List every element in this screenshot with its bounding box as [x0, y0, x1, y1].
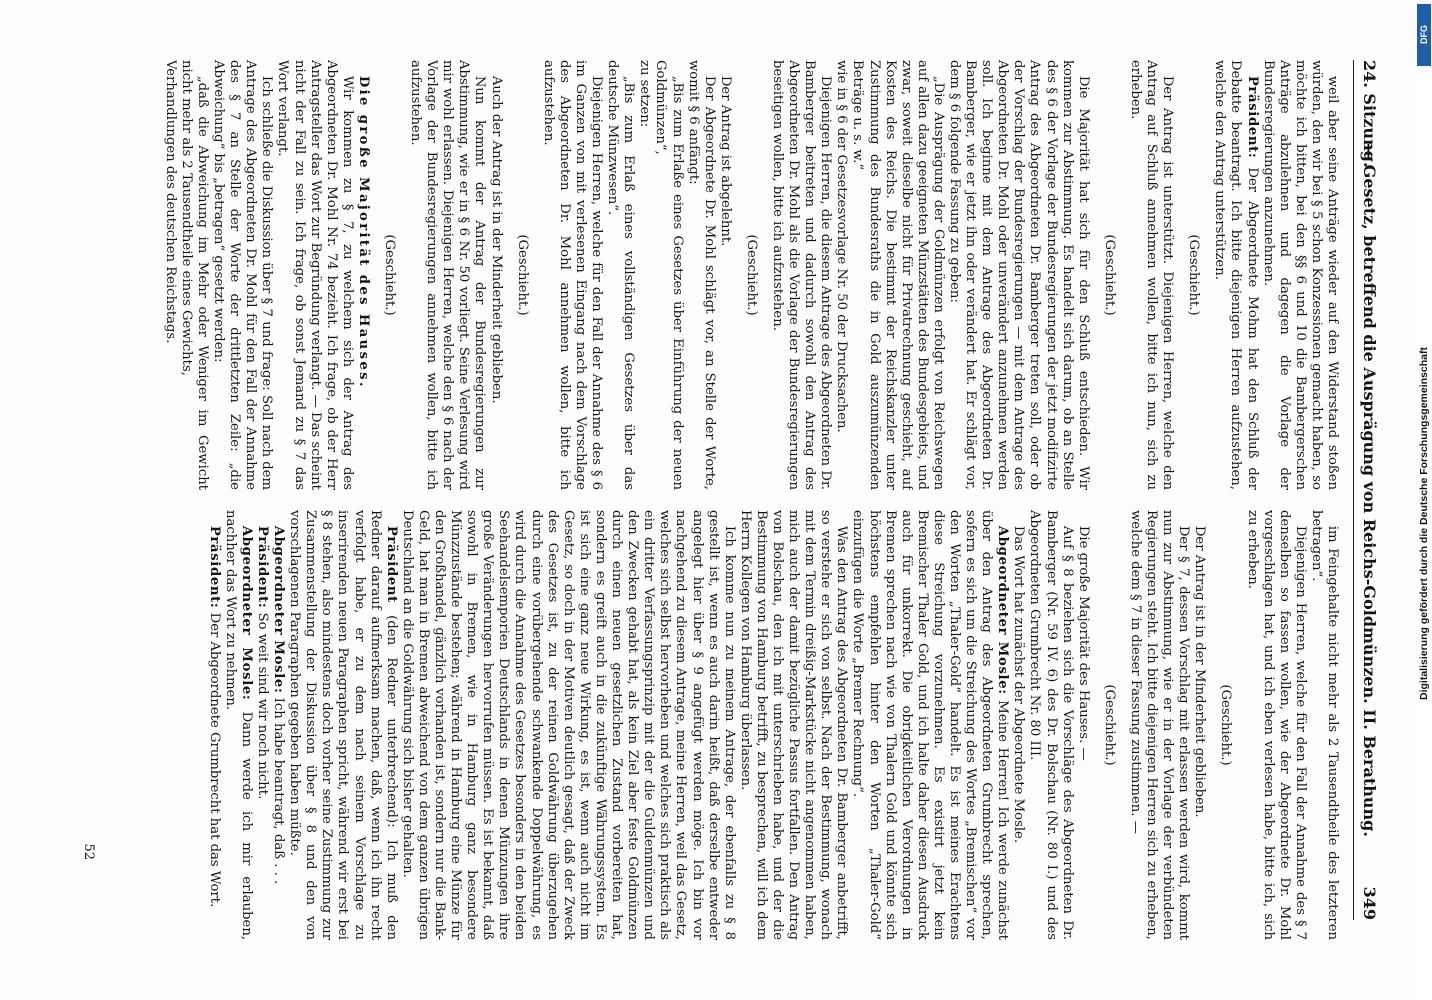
- paragraph-text: Der Antrag ist abgelehnt.: [717, 75, 733, 247]
- paragraph: [178, 60, 210, 490]
- paragraph: [717, 60, 733, 490]
- paragraph-text: Der Abgeordnete Dr. Mohl schlägt vor, an Stelle der Worte, womit § 6 anfängt:: [685, 60, 717, 490]
- paragraph: [381, 60, 397, 490]
- paragraph-text: wie in § 6 der Gesetzesvorlage Nr. 50 der Drucksachen.: [834, 60, 850, 433]
- paragraph: [1101, 510, 1117, 940]
- paragraph: [1101, 60, 1117, 490]
- paragraph-text: Auch der Antrag ist in der Minderheit geblieben.: [488, 75, 504, 404]
- right-column: [110, 510, 1340, 940]
- paragraph: [1260, 60, 1340, 490]
- paragraph: [222, 510, 254, 940]
- paragraph: [206, 510, 222, 940]
- paragraph-text: zu setzen:: [637, 60, 653, 128]
- paragraph-text: „daß die Abweichung im Mehr oder Weniger im Gewicht nicht mehr als 2 Tausendtheile eines Gewichts,: [178, 60, 210, 490]
- paragraph-text: „Die Ausprägung der Goldmünzen erfolgt von Reichswegen auf allen dazu geeigneten Münzstätten des Bundesgebiets, und zwar, soweit dieselbe nicht für Privatrechnung geschieht, auf Kosten des Reichs. Die bestimmt der Reichskanzler unter Zustimmung des Bundesraths die in Gold auszumünzenden Beträge u. s. w.“: [850, 60, 946, 490]
- paragraph-text: Der Abgeordnete Grumbrecht hat das Wort.: [206, 608, 222, 908]
- left-column: [110, 60, 1340, 490]
- paragraph: [946, 60, 1091, 490]
- paragraph: [743, 60, 759, 490]
- paragraph: [162, 60, 178, 490]
- speaker-name: Abgeordneter Mosle:: [238, 525, 254, 701]
- paragraph-text: Der Antrag ist unterstützt. Diejenigen Herren, welche den Antrag auf Schluß annehmen wollen, bitte ich nun, sich zu erheben.: [1127, 60, 1176, 490]
- paragraph: [1211, 60, 1259, 490]
- running-title: — Gesetz, betreffend die Ausprägung von Reichs-Goldmünzen. II. Berathung.: [1360, 143, 1379, 837]
- paragraph-text: „Bis zum Erlaß eines vollständigen Gesetzes über das deutsche Münzwesen“.: [605, 60, 637, 490]
- paragraph-text: Die Majorität hat sich für den Schluß entschieden. Wir kommen zur Abstimmung. Es handelt sich darum, ob an Stelle des § 6 der Vorlage der Bundesregierungen der jetzt modifizirte Antrag des Abgeordneten Dr. Bamberger treten soll, oder ob der Vorschlag der Bundesregierungen — mit dem Antrage des Abgeordneten Dr. Mohl oder unverändert anzunehmen werden soll. Ich beginne mit dem Antrage des Abgeordneten Dr. Bamberger, wie er jetzt ihn oder verändert hat. Er schlägt vor, dem § 6 folgende Fassung zu geben:: [947, 60, 1091, 490]
- paragraph-text: Nun kommt der Antrag der Bundesregierungen zur Abstimmung, wie er in § 6 Nr. 50 vorliegt. Seine Verlesung wird mir wohl erlassen. Diejenigen Herren, welche den § 6 nach der Vorlage der Bundesregierungen annehmen wollen, bitte ich aufzustehen.: [408, 60, 488, 490]
- paragraph: [737, 510, 850, 940]
- paragraph-text: Wir kommen zu § 7, zu welchem sich der Antrag des Abgeordneten Dr. Mohl Nr. 74 bezieht. Ich frage, ob der Herr Antragsteller das Wort zur Begründung verlangt. — Das scheint nicht der Fall zu sein. Ich frage, ob sonst Jemand zu § 7 das Wort verlangt.: [275, 60, 355, 490]
- paragraph: [636, 60, 652, 490]
- speaker-name: Präsident:: [1244, 75, 1260, 159]
- paragraph: [769, 60, 833, 490]
- paragraph: [407, 60, 487, 490]
- paragraph-text: (Geschieht.): [1101, 234, 1117, 316]
- paragraph: [1217, 510, 1233, 940]
- paragraph: [270, 510, 286, 940]
- paragraph-text: So weit sind wir noch nicht.: [255, 608, 270, 800]
- digitization-note: Digitalisierung gefördert durch die Deutsche Forschungsgemeinschaft: [1418, 347, 1430, 700]
- paragraph-text: Diejenigen Herren, welche für den Fall der Annahme des § 7 denselben so fassen wollen, wie der Abgeordnete Dr. Mohl vorgeschlagen hat, und ich eben verlesen habe, bitte ich, sich zu erheben.: [1244, 510, 1308, 940]
- paragraph: [254, 510, 270, 940]
- paragraph-text: (Geschieht.): [1218, 684, 1234, 766]
- paragraph: [849, 510, 1010, 940]
- paragraph-text: Die große Majorität des Hauses. —: [1075, 525, 1091, 761]
- speaker-name: Präsident:: [255, 525, 270, 609]
- signature-mark: 52: [81, 843, 96, 860]
- paragraph-text: (Geschieht.): [743, 234, 759, 316]
- paragraph: [286, 510, 399, 940]
- paragraph: [355, 60, 371, 490]
- paragraph: [540, 60, 604, 490]
- paragraph-text: Der Antrag ist in der Minderheit geblieben.: [1192, 525, 1208, 818]
- paragraph-text: Diejenigen Herren, die diesem Antrage des Abgeordneten Dr. Bamberger beitreten und dadurch sowohl den Antrag des Abgeordneten Dr. Mohl als die Vorlage der Bundesregierungen beseitigen wollen, bitte ich aufzustehen.: [770, 60, 834, 490]
- paragraph-text: weil aber seine Anträge wieder auf den Widerstand stoßen würden, den wir bei § 5 schon Konzessionen gemacht haben, so möchte ich bitten, bei den §§ 6 und 10 die Bambergerschen Anträge abzulehnen und dagegen die Vorlage der Bundesregierungen anzunehmen.: [1260, 60, 1340, 490]
- paragraph: [399, 510, 737, 940]
- paragraph-text: (Geschieht.): [1186, 234, 1202, 316]
- paragraph: [652, 60, 684, 490]
- paragraph: [849, 60, 946, 490]
- spaced-emphasis: Die große Majorität des Hauses.: [355, 75, 371, 389]
- paragraph-text: Auf § 8 beziehen sich die Vorschläge des Abgeordneten Dr. Bamberger (Nr. 59 IV. 6) des Dr. Bolschau (Nr. 80 I.) und des Abgeordneten Grumbrecht Nr. 80 III.: [1027, 510, 1075, 940]
- paragraph-text: (den Redner unterbrechend): Ich muß den Redner darauf aufmerksam machen, daß, wenn ich ihn recht verfolgt habe, er zu dem nach seinem Vorschlage zu inserirenden neuen Paragraphen spricht, während wir erst bei § 8 stehen, also mindestens doch vorher seine Zustimmung zur Zusammenstellung der Diskussion über § 8 und den von vorschlagenen Paragraphen gegeben haben müßte.: [287, 510, 399, 940]
- paragraph-text: Ich schließe die Diskussion über § 7 und frage: Soll nach dem Antrage des Abgeordneten Dr. Mohl für den Fall der Annahme des § 7 an Stelle der Worte der drittletzten Zeile: „die Abweichung“ bis „betragen“ gesetzt werden:: [211, 60, 275, 490]
- paragraph: [604, 60, 636, 490]
- page-number: 349: [1360, 886, 1379, 920]
- paragraph-text: Ich komme nun zu meinem Antrage, der ebenfalls zu § 8 gestellt ist, wenn es auch darin heißt, daß derselbe entweder angelegt hier über § 9 angefügt werden möge. Ich bin vor nachgehend zu diesem Antrage, meine Herren, weil das Gesetz, welches sich selbst hervorheben und welches sich praktisch als ein dritter Verfassungsprinzip mit der die Guldenmünzen und den Zwecken gehabt hat, als kein Ziel aber feste Goldmünzen durch einen neuen gesetzlichen Zustand vorbereiten hat, sondern es greift auch in die zukünftige Währungssystem. Es ist sich eine ganz neue Wirkung, es ist, wenn auch nicht im Gesetz, so doch in der Motiven deutlich gesagt, daß der Zweck des Gesetzes ist, zu der reinen Goldwährung überzugehen durch eine vorübergehende schwankende Doppelwährung, es wird durch die Annahme des Gesetzes besonders in den beiden Seehandelsemporien Deutschlands in denen Münzungen ihre große Veränderungen hervorrufen müssen. Es ist bekannt, daß sowohl in Bremen, wie in Hamburg ganz besondere Münzzustände bestehen; während in Hamburg eine Münze für den Großhandel, gänzlich vorhanden ist, sondern nur die Bank-Geld, hat man in Bremen abweichend von dem ganzen übrigen Deutschland an die Goldwährung sich bisher gehalten.: [399, 510, 737, 940]
- paragraph-text: Diejenigen Herren, welche für den Fall der Annahme des § 6 im Ganzen von mit verlesenen Eingang nach dem Vorschlage des Abgeordneten Dr. Mohl annehmen wollen, bitte ich aufzustehen.: [540, 60, 605, 490]
- speaker-name: Präsident: [383, 525, 399, 603]
- paragraph: [1308, 510, 1340, 940]
- paragraph: [685, 60, 717, 490]
- paragraph: [1010, 510, 1026, 940]
- paragraph: [274, 60, 354, 490]
- paragraph-text: Verhandlungen des deutschen Reichstags.: [162, 60, 178, 344]
- paragraph-text: (Geschieht.): [514, 234, 530, 316]
- paragraph-text: Der § 7, dessen Vorschlag mit erlassen werden wird, kommt nun zur Abstimmung, wie er in der Vorlage der verbündeten Regierungen steht. Ich bitte diejenigen Herren sich zu erheben, welche dem § 7 in dieser Fassung zustimmen. —: [1127, 510, 1192, 940]
- dfg-logo: DFG: [1417, 4, 1431, 66]
- paragraph: [833, 60, 849, 490]
- digitization-strip: [1416, 0, 1432, 1000]
- paragraph-text: Ich habe beantragt, daß . . .: [271, 693, 287, 885]
- paragraph: [1127, 510, 1191, 940]
- paragraph-text: „Bis zum Erlaße eines Gesetzes über Einführung der neuen Goldmünzen“,: [653, 60, 685, 490]
- paragraph: [1185, 60, 1201, 490]
- paragraph-text: Dann werde ich mir erlauben, nachher das Wort zu nehmen.: [222, 510, 254, 940]
- paragraph-text: (Geschieht.): [1101, 684, 1117, 766]
- paragraph-text: im Feingehalte nicht mehr als 2 Tausendtheile des letzteren betragen“.: [1308, 510, 1340, 940]
- paragraph-text: Das Wort hat zunächst der Abgeordnete Mosle.: [1011, 525, 1027, 844]
- paragraph: [514, 60, 530, 490]
- paragraph-text: (Geschieht.): [382, 234, 398, 316]
- paragraph-text: Meine Herren! Ich werde zunächst über den Antrag des Abgeordneten Grumbrecht sprechen, sofern es sich um die Streichung des Wortes „Bremischen“ vor den Worten „Thaler-Gold“ handelt. Es ist meines Erachtens diese Streichung vorzunehmen. Es existirt jetzt kein Bremischer Thaler Gold, und ich halte daher diesen Ausdruck auch für unkorrekt. Die obrigkeitlichen Verordnungen in Bremen sprechen nach wie von Thalern Gold und könnte sich höchstens empfehlen hinter den Worten „Thaler-Gold“ einzufügen die Worte „Bremer Rechnung“.: [850, 510, 1011, 940]
- paragraph: [1127, 60, 1175, 490]
- paragraph-text: Der Abgeordnete Mohm hat den Schluß der Debatte beantragt. Ich bitte diejenigen Herren aufzustehen, welche den Antrag unterstützen.: [1212, 60, 1260, 490]
- speaker-name: Präsident:: [206, 525, 222, 609]
- paragraph: [1075, 510, 1091, 940]
- paragraph: [488, 60, 504, 490]
- running-head: [1353, 60, 1384, 920]
- speaker-name: Abgeordneter Mosle:: [995, 525, 1011, 695]
- paragraph: [210, 60, 274, 490]
- speaker-name: Abgeordneter Mosle:: [271, 525, 287, 694]
- paragraph-text: Was den Antrag des Abgeordneten Dr. Bamberger anbetrifft, so verstehe er sich von selbst. Nach der Bestimmung, wonach mit dem Termin dreißig-Markstücke nicht angenommen haben, mich auch der damit bezügliche Passus fortfallen. Den Antrag von Bolschau, den ich mit unterschrieben habe, und der die Bestimmung von Hamburg betrifft, zu besprechen, will ich dem Herrn Kollegen von Hamburg überlassen.: [737, 510, 850, 940]
- session-label: 24. Sitzung.: [1360, 60, 1379, 168]
- paragraph: [1026, 510, 1074, 940]
- paragraph: [1243, 510, 1307, 940]
- paragraph: [1191, 510, 1207, 940]
